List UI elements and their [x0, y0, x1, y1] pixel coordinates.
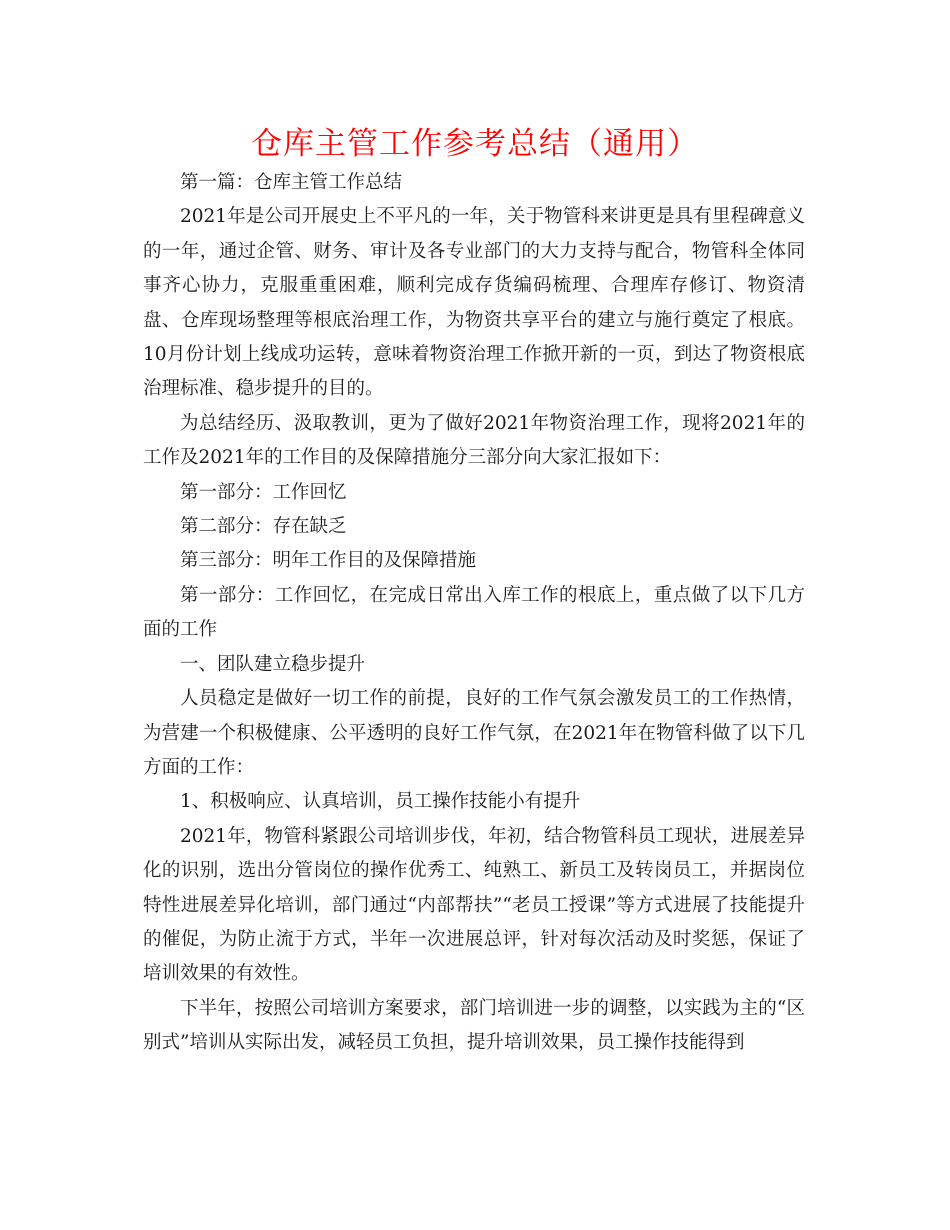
document-body: [143, 166, 805, 1061]
paragraph-section-heading: 第一篇：仓库主管工作总结: [180, 172, 403, 193]
paragraph-subheading: 1、积极响应、认真培训，员工操作技能小有提升: [180, 791, 581, 813]
paragraph: 2021年是公司开展史上不平凡的一年，关于物管科来讲更是具有里程碑意义的一年，通过企管、财务、审计及各专业部门的大力支持与配合，物管科全体同事齐心协力，克服重重困难，顺利完成存货编码梳理、合理库存修订、物资清盘、仓库现场整理等根底治理工作，为物资共享平台的建立与施行奠定了根底。10月份计划上线成功运转，意味着物资治理工作掀开新的一页，到达了物资根底治理标准、稳步提升的目的。: [143, 206, 805, 400]
paragraph-outline-item: 第三部分：明年工作目的及保障措施: [180, 550, 477, 572]
paragraph-outline-item: 第二部分：存在缺乏: [180, 516, 347, 538]
document-title: 仓库主管工作参考总结（通用）: [251, 126, 699, 162]
paragraph: 第一部分：工作回忆，在完成日常出入库工作的根底上，重点做了以下几方面的工作: [143, 584, 805, 641]
paragraph: 2021年，物管科紧跟公司培训步伐，年初，结合物管科员工现状，进展差异化的识别，选出分管岗位的操作优秀工、纯熟工、新员工及转岗员工，并据岗位特性进展差异化培训，部门通过“内部帮扶”“老员工授课”等方式进展了技能提升的催促，为防止流于方式，半年一次进展总评，针对每次活动及时奖惩，保证了培训效果的有效性。: [143, 825, 805, 985]
paragraph: 下半年，按照公司培训方案要求，部门培训进一步的调整，以实践为主的“区别式”培训从实际出发，减轻员工负担，提升培训效果，员工操作技能得到: [143, 997, 805, 1054]
paragraph: 人员稳定是做好一切工作的前提，良好的工作气氛会激发员工的工作热情，为营建一个积极健康、公平透明的良好工作气氛，在2021年在物管科做了以下几方面的工作：: [143, 688, 805, 778]
paragraph-outline-item: 第一部分：工作回忆: [180, 481, 347, 503]
paragraph-subheading: 一、团队建立稳步提升: [180, 653, 366, 675]
paragraph: 为总结经历、汲取教训，更为了做好2021年物资治理工作，现将2021年的工作及2021年的工作目的及保障措施分三部分向大家汇报如下：: [143, 412, 805, 469]
